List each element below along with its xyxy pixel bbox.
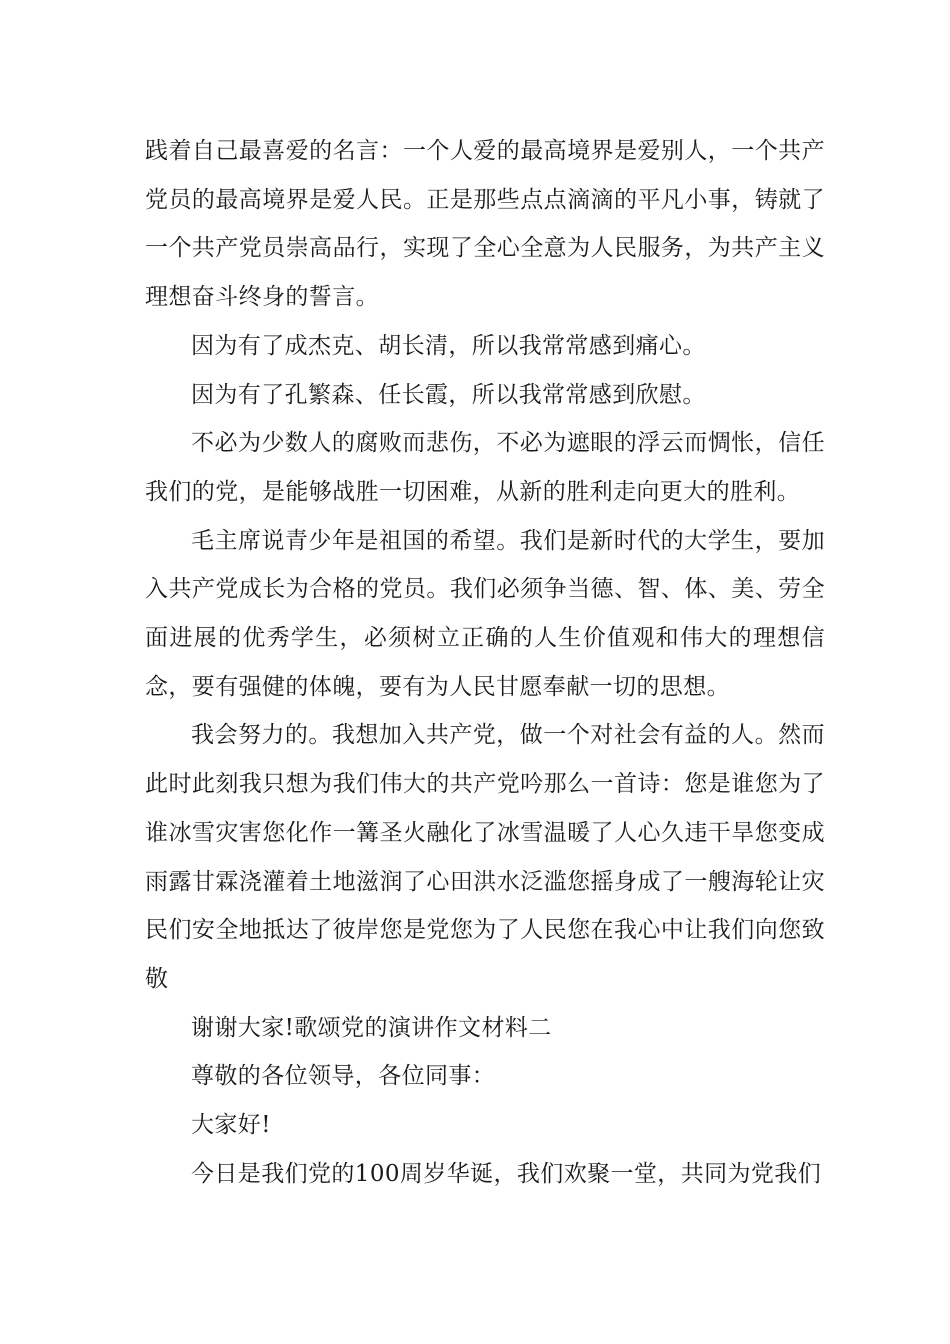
greeting: 大家好!	[191, 1112, 271, 1139]
paragraph: 毛主席说青少年是祖国的希望。我们是新时代的大学生，要加入共产党成长为合格的党员。我们必须争当德、智、体、美、劳全面进展的优秀学生，必须树立正确的人生价值观和伟大的理想信念，要有强健的体魄，要有为人民甘愿奉献一切的思想。	[145, 527, 825, 700]
paragraph-continued: 践着自己最喜爱的名言：一个人爱的最高境界是爱别人，一个共产党员的最高境界是爱人民。正是那些点点滴滴的平凡小事，铸就了一个共产党员崇高品行，实现了全心全意为人民服务，为共产主义理想奋斗终身的誓言。	[145, 138, 825, 311]
paragraph: 因为有了成杰克、胡长清，所以我常常感到痛心。	[191, 332, 706, 359]
paragraph: 不必为少数人的腐败而悲伤，不必为遮眼的浮云而惆怅，信任我们的党，是能够战胜一切困难，从新的胜利走向更大的胜利。	[145, 430, 825, 505]
paragraph: 今日是我们党的100周岁华诞，我们欢聚一堂，共同为党我们	[191, 1160, 822, 1187]
salutation: 尊敬的各位领导，各位同事：	[191, 1063, 496, 1090]
section-heading: 谢谢大家!歌颂党的演讲作文材料二	[191, 1014, 552, 1041]
paragraph: 我会努力的。我想加入共产党，做一个对社会有益的人。然而此时此刻我只想为我们伟大的共产党吟那么一首诗：您是谁您为了谁冰雪灾害您化作一篝圣火融化了冰雪温暖了人心久违干旱您变成雨露甘霖浇灌着土地滋润了心田洪水泛滥您摇身成了一艘海轮让灾民们安全地抵达了彼岸您是党您为了人民您在我心中让我们向您致敬	[145, 722, 825, 992]
paragraph: 因为有了孔繁森、任长霞，所以我常常感到欣慰。	[191, 381, 706, 408]
document-body	[145, 127, 825, 1198]
